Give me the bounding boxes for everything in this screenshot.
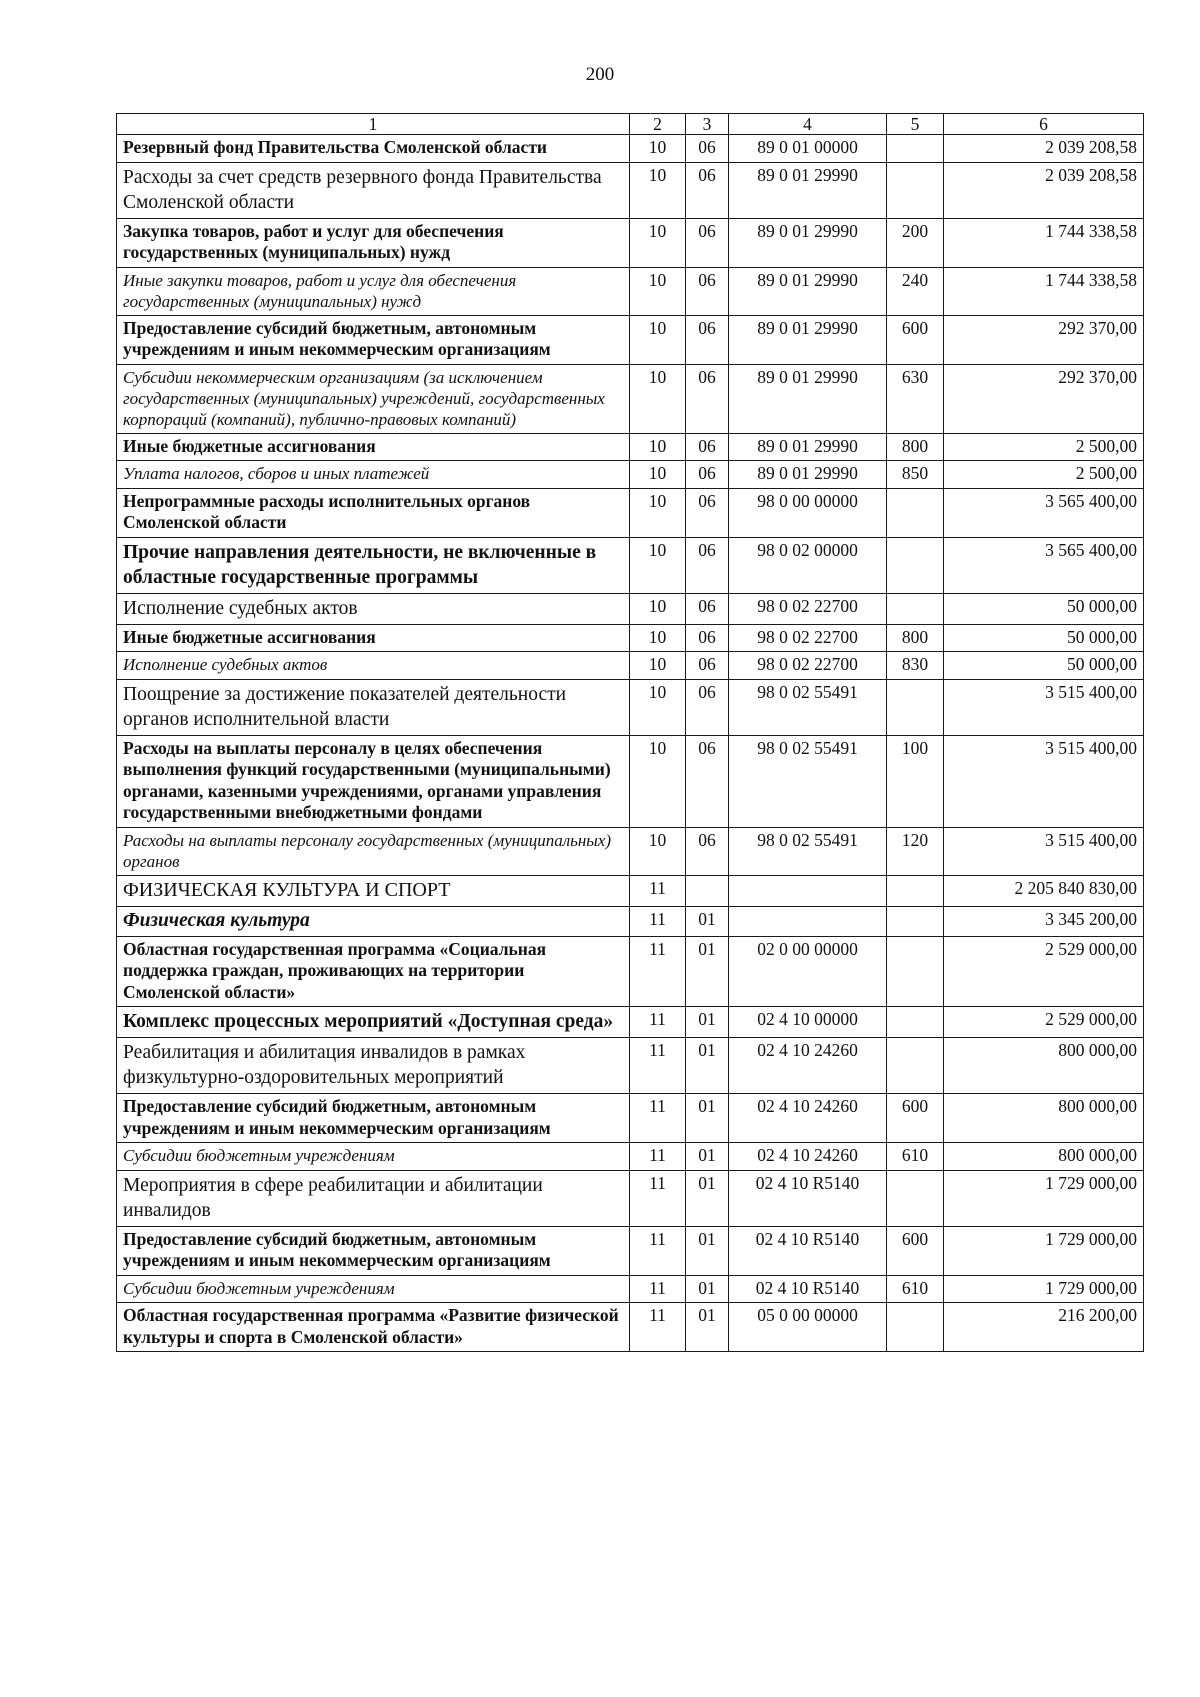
table-row [117, 364, 1144, 433]
row-name-cell: Исполнение судебных актов [117, 652, 630, 680]
table-row [117, 906, 1144, 936]
table-row [117, 679, 1144, 735]
row-expense-kind-cell [887, 906, 944, 936]
row-amount-cell: 800 000,00 [944, 1143, 1144, 1171]
row-section-cell: 10 [630, 488, 686, 537]
row-section-cell: 11 [630, 1303, 686, 1352]
row-subsection-cell: 06 [686, 433, 729, 461]
row-subsection-cell: 06 [686, 652, 729, 680]
row-name-cell: Исполнение судебных актов [117, 593, 630, 624]
row-subsection-cell: 01 [686, 1275, 729, 1303]
row-amount-cell: 2 039 208,58 [944, 135, 1144, 163]
row-expense-kind-cell [887, 537, 944, 593]
row-name-cell: Уплата налогов, сборов и иных платежей [117, 461, 630, 489]
row-expense-kind-cell [887, 1170, 944, 1226]
row-name-cell: Субсидии бюджетным учреждениям [117, 1143, 630, 1171]
row-subsection-cell: 01 [686, 1303, 729, 1352]
row-target-code-cell: 89 0 01 29990 [729, 218, 887, 267]
row-target-code-cell: 89 0 01 29990 [729, 315, 887, 364]
row-target-code-cell [729, 906, 887, 936]
row-amount-cell: 1 744 338,58 [944, 218, 1144, 267]
table-row [117, 652, 1144, 680]
row-name-cell: Реабилитация и абилитация инвалидов в рамках физкультурно-оздоровительных мероприятий [117, 1038, 630, 1094]
row-name-cell: Расходы на выплаты персоналу в целях обеспечения выполнения функций государственными (муниципальными) органами, казенными учреждениями, органами управления государственными внебюджетными фондами [117, 735, 630, 827]
row-expense-kind-cell [887, 679, 944, 735]
row-expense-kind-cell [887, 162, 944, 218]
row-expense-kind-cell: 200 [887, 218, 944, 267]
budget-table [116, 113, 1144, 1352]
row-name-cell: Иные закупки товаров, работ и услуг для обеспечения государственных (муниципальных) нужд [117, 267, 630, 315]
row-target-code-cell: 89 0 01 29990 [729, 267, 887, 315]
row-name-cell: Субсидии бюджетным учреждениям [117, 1275, 630, 1303]
row-section-cell: 11 [630, 1275, 686, 1303]
table-row [117, 1143, 1144, 1171]
row-section-cell: 11 [630, 936, 686, 1007]
row-name-cell: Иные бюджетные ассигнования [117, 433, 630, 461]
row-section-cell: 10 [630, 315, 686, 364]
row-expense-kind-cell: 600 [887, 1094, 944, 1143]
page-number: 200 [585, 64, 615, 85]
row-section-cell: 11 [630, 1094, 686, 1143]
header-row [117, 114, 1144, 135]
row-name-cell: Предоставление субсидий бюджетным, автономным учреждениям и иным некоммерческим организациям [117, 1226, 630, 1275]
row-target-code-cell: 02 4 10 24260 [729, 1094, 887, 1143]
table-row [117, 1038, 1144, 1094]
row-expense-kind-cell [887, 1007, 944, 1038]
row-subsection-cell: 01 [686, 1038, 729, 1094]
row-amount-cell: 3 345 200,00 [944, 906, 1144, 936]
header-col-1: 1 [117, 114, 630, 135]
table-row [117, 433, 1144, 461]
table-row [117, 488, 1144, 537]
row-subsection-cell: 06 [686, 735, 729, 827]
table-row [117, 267, 1144, 315]
row-amount-cell: 800 000,00 [944, 1094, 1144, 1143]
row-amount-cell: 3 515 400,00 [944, 679, 1144, 735]
row-subsection-cell: 06 [686, 624, 729, 652]
row-subsection-cell: 01 [686, 1094, 729, 1143]
table-row [117, 1094, 1144, 1143]
row-subsection-cell: 06 [686, 461, 729, 489]
table-row [117, 875, 1144, 906]
row-target-code-cell: 98 0 02 22700 [729, 624, 887, 652]
row-name-cell: ФИЗИЧЕСКАЯ КУЛЬТУРА И СПОРТ [117, 875, 630, 906]
table-row [117, 624, 1144, 652]
table-body [117, 135, 1144, 1352]
row-expense-kind-cell [887, 1303, 944, 1352]
table-row [117, 537, 1144, 593]
row-expense-kind-cell [887, 135, 944, 163]
row-expense-kind-cell: 600 [887, 1226, 944, 1275]
row-section-cell: 10 [630, 218, 686, 267]
row-section-cell: 10 [630, 364, 686, 433]
row-expense-kind-cell: 850 [887, 461, 944, 489]
row-name-cell: Расходы за счет средств резервного фонда Правительства Смоленской области [117, 162, 630, 218]
row-amount-cell: 2 500,00 [944, 433, 1144, 461]
row-target-code-cell: 89 0 01 29990 [729, 364, 887, 433]
row-section-cell: 11 [630, 1226, 686, 1275]
row-name-cell: Мероприятия в сфере реабилитации и абилитации инвалидов [117, 1170, 630, 1226]
table-row [117, 827, 1144, 875]
row-name-cell: Предоставление субсидий бюджетным, автономным учреждениям и иным некоммерческим организациям [117, 1094, 630, 1143]
row-amount-cell: 1 729 000,00 [944, 1226, 1144, 1275]
row-section-cell: 10 [630, 735, 686, 827]
row-subsection-cell: 06 [686, 488, 729, 537]
row-expense-kind-cell [887, 1038, 944, 1094]
row-expense-kind-cell [887, 936, 944, 1007]
row-expense-kind-cell: 100 [887, 735, 944, 827]
row-name-cell: Прочие направления деятельности, не включенные в областные государственные программы [117, 537, 630, 593]
row-subsection-cell: 06 [686, 218, 729, 267]
row-target-code-cell: 02 4 10 24260 [729, 1038, 887, 1094]
table-row [117, 1170, 1144, 1226]
row-section-cell: 10 [630, 135, 686, 163]
row-subsection-cell: 06 [686, 827, 729, 875]
row-amount-cell: 292 370,00 [944, 315, 1144, 364]
table-row [117, 936, 1144, 1007]
row-subsection-cell: 01 [686, 906, 729, 936]
row-expense-kind-cell: 830 [887, 652, 944, 680]
table-row [117, 735, 1144, 827]
row-amount-cell: 216 200,00 [944, 1303, 1144, 1352]
row-name-cell: Закупка товаров, работ и услуг для обеспечения государственных (муниципальных) нужд [117, 218, 630, 267]
row-subsection-cell: 06 [686, 267, 729, 315]
row-subsection-cell: 01 [686, 1143, 729, 1171]
row-section-cell: 11 [630, 1170, 686, 1226]
row-target-code-cell: 98 0 02 22700 [729, 593, 887, 624]
row-amount-cell: 2 500,00 [944, 461, 1144, 489]
row-amount-cell: 292 370,00 [944, 364, 1144, 433]
row-target-code-cell: 98 0 02 55491 [729, 735, 887, 827]
table-row [117, 1226, 1144, 1275]
row-expense-kind-cell [887, 875, 944, 906]
row-section-cell: 10 [630, 537, 686, 593]
header-col-6: 6 [944, 114, 1144, 135]
row-amount-cell: 50 000,00 [944, 624, 1144, 652]
row-expense-kind-cell: 800 [887, 433, 944, 461]
header-col-5: 5 [887, 114, 944, 135]
row-expense-kind-cell: 610 [887, 1143, 944, 1171]
row-section-cell: 10 [630, 593, 686, 624]
row-subsection-cell: 06 [686, 537, 729, 593]
row-target-code-cell: 89 0 01 29990 [729, 461, 887, 489]
table-row [117, 218, 1144, 267]
row-name-cell: Физическая культура [117, 906, 630, 936]
row-amount-cell: 2 529 000,00 [944, 936, 1144, 1007]
row-name-cell: Поощрение за достижение показателей деятельности органов исполнительной власти [117, 679, 630, 735]
row-name-cell: Непрограммные расходы исполнительных органов Смоленской области [117, 488, 630, 537]
row-target-code-cell: 98 0 02 22700 [729, 652, 887, 680]
row-amount-cell: 3 515 400,00 [944, 827, 1144, 875]
table-row [117, 162, 1144, 218]
row-subsection-cell: 01 [686, 1007, 729, 1038]
row-amount-cell: 50 000,00 [944, 652, 1144, 680]
row-expense-kind-cell: 600 [887, 315, 944, 364]
row-target-code-cell: 02 4 10 R5140 [729, 1226, 887, 1275]
row-section-cell: 11 [630, 875, 686, 906]
row-section-cell: 10 [630, 827, 686, 875]
row-expense-kind-cell: 240 [887, 267, 944, 315]
table-row [117, 1303, 1144, 1352]
row-section-cell: 11 [630, 1007, 686, 1038]
row-name-cell: Областная государственная программа «Социальная поддержка граждан, проживающих на территории Смоленской области» [117, 936, 630, 1007]
row-subsection-cell: 01 [686, 936, 729, 1007]
row-expense-kind-cell [887, 593, 944, 624]
row-amount-cell: 1 744 338,58 [944, 267, 1144, 315]
row-name-cell: Иные бюджетные ассигнования [117, 624, 630, 652]
row-amount-cell: 3 565 400,00 [944, 488, 1144, 537]
table-row [117, 593, 1144, 624]
row-expense-kind-cell: 630 [887, 364, 944, 433]
row-expense-kind-cell: 800 [887, 624, 944, 652]
row-subsection-cell [686, 875, 729, 906]
row-amount-cell: 2 529 000,00 [944, 1007, 1144, 1038]
row-subsection-cell: 01 [686, 1170, 729, 1226]
header-col-3: 3 [686, 114, 729, 135]
table-row [117, 461, 1144, 489]
row-subsection-cell: 06 [686, 315, 729, 364]
row-amount-cell: 50 000,00 [944, 593, 1144, 624]
row-section-cell: 10 [630, 679, 686, 735]
row-amount-cell: 3 565 400,00 [944, 537, 1144, 593]
table-row [117, 315, 1144, 364]
row-amount-cell: 1 729 000,00 [944, 1275, 1144, 1303]
row-target-code-cell: 98 0 00 00000 [729, 488, 887, 537]
row-target-code-cell: 02 4 10 R5140 [729, 1170, 887, 1226]
header-col-2: 2 [630, 114, 686, 135]
row-name-cell: Субсидии некоммерческим организациям (за исключением государственных (муниципальных) учреждений, государственных корпораций (компаний), публично-правовых компаний) [117, 364, 630, 433]
table-row [117, 1275, 1144, 1303]
row-subsection-cell: 06 [686, 162, 729, 218]
row-target-code-cell: 98 0 02 00000 [729, 537, 887, 593]
row-section-cell: 10 [630, 624, 686, 652]
row-target-code-cell: 05 0 00 00000 [729, 1303, 887, 1352]
row-subsection-cell: 06 [686, 364, 729, 433]
row-name-cell: Предоставление субсидий бюджетным, автономным учреждениям и иным некоммерческим организациям [117, 315, 630, 364]
table-row [117, 1007, 1144, 1038]
row-target-code-cell: 02 4 10 00000 [729, 1007, 887, 1038]
row-target-code-cell: 02 4 10 24260 [729, 1143, 887, 1171]
row-section-cell: 10 [630, 433, 686, 461]
row-section-cell: 10 [630, 162, 686, 218]
row-subsection-cell: 01 [686, 1226, 729, 1275]
row-target-code-cell: 98 0 02 55491 [729, 827, 887, 875]
row-target-code-cell: 89 0 01 00000 [729, 135, 887, 163]
row-name-cell: Областная государственная программа «Развитие физической культуры и спорта в Смоленской области» [117, 1303, 630, 1352]
row-target-code-cell: 89 0 01 29990 [729, 162, 887, 218]
row-target-code-cell: 02 0 00 00000 [729, 936, 887, 1007]
row-target-code-cell: 89 0 01 29990 [729, 433, 887, 461]
row-amount-cell: 2 039 208,58 [944, 162, 1144, 218]
header-col-4: 4 [729, 114, 887, 135]
row-expense-kind-cell [887, 488, 944, 537]
row-amount-cell: 3 515 400,00 [944, 735, 1144, 827]
row-name-cell: Комплекс процессных мероприятий «Доступная среда» [117, 1007, 630, 1038]
row-target-code-cell: 02 4 10 R5140 [729, 1275, 887, 1303]
row-amount-cell: 1 729 000,00 [944, 1170, 1144, 1226]
row-section-cell: 11 [630, 1143, 686, 1171]
row-subsection-cell: 06 [686, 679, 729, 735]
row-expense-kind-cell: 120 [887, 827, 944, 875]
row-section-cell: 10 [630, 652, 686, 680]
table-row [117, 135, 1144, 163]
row-subsection-cell: 06 [686, 135, 729, 163]
row-section-cell: 10 [630, 461, 686, 489]
row-target-code-cell: 98 0 02 55491 [729, 679, 887, 735]
row-section-cell: 11 [630, 1038, 686, 1094]
row-target-code-cell [729, 875, 887, 906]
row-subsection-cell: 06 [686, 593, 729, 624]
row-name-cell: Резервный фонд Правительства Смоленской области [117, 135, 630, 163]
row-amount-cell: 800 000,00 [944, 1038, 1144, 1094]
row-name-cell: Расходы на выплаты персоналу государственных (муниципальных) органов [117, 827, 630, 875]
row-expense-kind-cell: 610 [887, 1275, 944, 1303]
row-section-cell: 10 [630, 267, 686, 315]
row-section-cell: 11 [630, 906, 686, 936]
row-amount-cell: 2 205 840 830,00 [944, 875, 1144, 906]
